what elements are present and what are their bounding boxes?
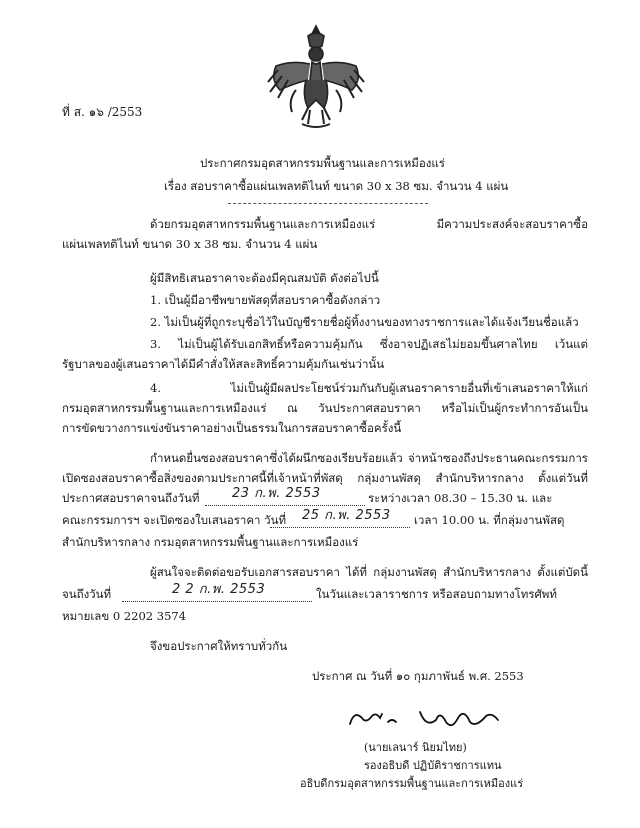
signer-title: อธิบดีกรมอุตสาหกรรมพื้นฐานและการเหมืองแร่ [300,777,524,790]
closing-text: จึงขอประกาศให้ทราบทั่วกัน [150,639,288,653]
separator-line [228,203,428,204]
intro-line: แผ่นเพลทติไนท์ ขนาด 30 x 38 ซม. จำนวน 4 แผ่น [62,237,318,251]
contact-line: จนถึงวันที่ [62,587,112,601]
schedule-line: เวลา 10.00 น. ที่กลุ่มงานพัสดุ [414,513,565,527]
garuda-emblem-icon [262,20,370,132]
handwritten-date: 25 ก.พ. 2553 [302,508,391,523]
schedule-line: ประกาศสอบราคาจนถึงวันที่ [62,491,200,505]
qualification-item: 2. ไม่เป็นผู้ที่ถูกระบุชื่อไว้ในบัญชีรายชื่อผู้ทิ้งงานของทางราชการและได้แจ้งเวียนชื่อแล้ว [150,315,579,329]
signer-title: รองอธิบดี ปฏิบัติราชการแทน [364,759,502,772]
qualifications-heading: ผู้มีสิทธิเสนอราคาจะต้องมีคุณสมบัติ ดังต่อไปนี้ [150,271,379,285]
schedule-line: ระหว่างเวลา 08.30 – 15.30 น. และ [368,491,553,505]
qualification-item: รัฐบาลของผู้เสนอราคาได้มีคำสั่งให้สละสิทธิ์ความคุ้มกันเช่นว่านั้น [62,357,385,371]
schedule-line: สำนักบริหารกลาง กรมอุตสาหกรรมพื้นฐานและการเหมืองแร่ [62,535,359,549]
handwritten-signature-icon [336,700,526,736]
announcement-date: ประกาศ ณ วันที่ ๑๐ กุมภาพันธ์ พ.ศ. 2553 [312,669,524,683]
contact-line: หมายเลข 0 2202 3574 [62,609,187,623]
fill-in-dotted-line [205,505,365,506]
qualification-item: การขัดขวางการแข่งขันราคาอย่างเป็นธรรมในการสอบราคาซื้อครั้งนี้ [62,421,402,435]
qualification-item: 3. ไม่เป็นผู้ได้รับเอกสิทธิ์หรือความคุ้มกัน ซึ่งอาจปฏิเสธไม่ยอมขึ้นศาลไทย เว้นแต่ [150,337,588,351]
announcement-title: ประกาศกรมอุตสาหกรรมพื้นฐานและการเหมืองแร่ [200,156,445,170]
fill-in-dotted-line [270,527,410,528]
intro-line: ด้วยกรมอุตสาหกรรมพื้นฐานและการเหมืองแร่ มีความประสงค์จะสอบราคาซื้อ [150,217,588,231]
qualification-item: 4. ไม่เป็นผู้มีผลประโยชน์ร่วมกันกับผู้เสนอราคารายอื่นที่เข้าเสนอราคาให้แก่ [150,381,588,395]
document-number: ที่ ส. ๑๖ /2553 [62,105,143,119]
contact-line: ผู้สนใจจะติดต่อขอรับเอกสารสอบราคา ได้ที่ กลุ่มงานพัสดุ สำนักบริหารกลาง ตั้งแต่บัดนี้ [150,565,588,579]
handwritten-date: 2 2 ก.พ. 2553 [172,582,266,597]
qualification-item: กรมอุตสาหกรรมพื้นฐานและการเหมืองแร่ ณ วันประกาศสอบราคา หรือไม่เป็นผู้กระทำการอันเป็น [62,401,588,415]
contact-line: ในวันและเวลาราชการ หรือสอบถามทางโทรศัพท์ [316,587,557,601]
fill-in-dotted-line [122,601,312,602]
schedule-line: คณะกรรมการฯ จะเปิดซองใบเสนอราคา วันที่ [62,513,287,527]
signer-name: (นายเลนาร์ นิยมไทย) [364,741,467,754]
schedule-line: เปิดซองสอบราคาซื้อสิ่งของตามประกาศนี้ที่เจ้าหน้าที่พัสดุ กลุ่มงานพัสดุ สำนักบริหารกลาง ตั้งแต่วันที่ [62,471,588,485]
schedule-line: กำหนดยื่นซองสอบราคาซึ่งได้ผนึกซองเรียบร้อยแล้ว จ่าหน้าซองถึงประธานคณะกรรมการ [150,451,588,465]
qualification-item: 1. เป็นผู้มีอาชีพขายพัสดุที่สอบราคาซื้อดังกล่าว [150,293,381,307]
handwritten-date: 23 ก.พ. 2553 [232,486,321,501]
announcement-subject: เรื่อง สอบราคาซื้อแผ่นเพลทติไนท์ ขนาด 30 x 38 ซม. จำนวน 4 แผ่น [164,179,509,193]
